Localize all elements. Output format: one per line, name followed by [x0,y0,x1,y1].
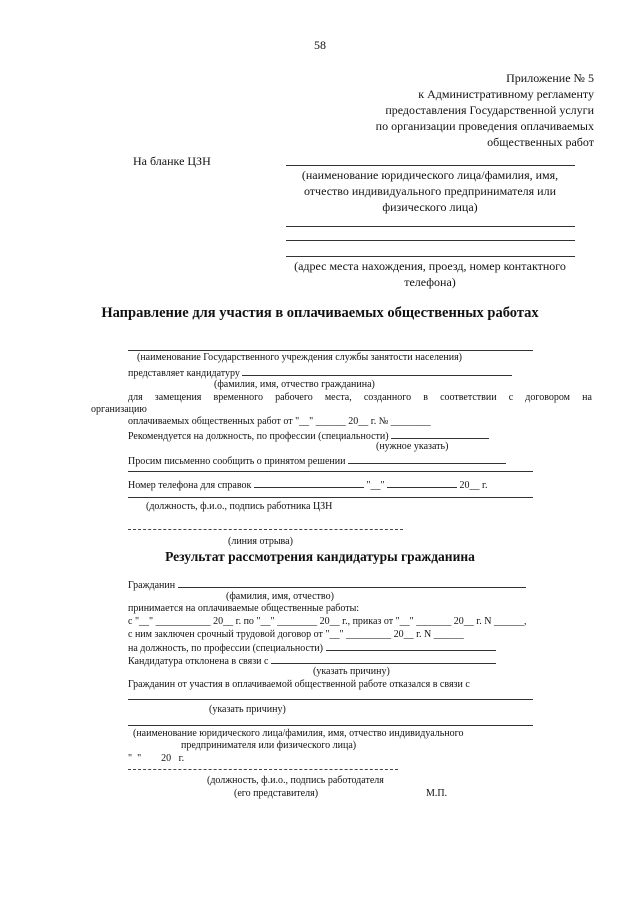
purpose-word: на [582,392,592,403]
recipient-caption-1: (наименование юридического лица/фамилия, имя, [301,168,559,182]
phone-field [254,478,364,488]
purpose-word: замещения [154,392,202,403]
phone-line [128,478,488,492]
purpose-word: договором [525,392,570,403]
recipient-name-line [286,165,575,166]
decision-field [348,454,506,464]
needed-caption: (нужное указать) [376,441,449,452]
employer-caption-1: (наименование юридического лица/фамилия, имя, отчество индивидуального [133,728,464,739]
result-date-line: " " 20 г. [128,753,185,764]
reason-caption-2: (указать причину) [209,704,286,715]
employer-line [128,725,533,726]
position-field [391,429,489,439]
employer-sign-caption-2: (его представителя) [234,788,319,799]
bottom-dashed-line [128,769,398,770]
purpose-word: рабочего [275,392,313,403]
annex-line-4: по организации проведения оплачиваемых [375,119,594,133]
purpose-word: соответствии [440,392,497,403]
phone-quote: "__" [366,480,385,491]
presents-label [128,366,512,380]
address-line-1 [286,226,575,227]
fio-caption: (фамилия, имя, отчество гражданина) [214,379,375,390]
letterhead-label: На бланке ЦЗН [133,154,211,168]
accepted-line: принимается на оплачиваемые общественные работы: [128,603,360,614]
signature-caption: (должность, ф.и.о., подпись работника ЦЗН [146,501,333,512]
result-title: Результат рассмотрения кандидатуры гражданина [165,549,475,564]
result-position-line [128,641,496,655]
employer-caption-2: предпринимателя или физического лица) [181,740,357,751]
purpose-word: для [128,392,143,403]
annex-line-5: общественных работ [487,135,594,149]
refused-line: Гражданин от участия в оплачиваемой общественной работе отказался в связи с [128,679,470,690]
presents-text: представляет кандидатуру [128,368,240,379]
purpose-word: с [508,392,514,403]
annex-line-3: предоставления Государственной услуги [385,103,594,117]
purpose-word: места, [324,392,352,403]
rejected-field [271,654,496,664]
citizen-field [178,578,526,588]
address-line-2 [286,240,575,241]
stamp-label: М.П. [426,788,448,799]
recipient-caption-3: физического лица) [382,200,478,214]
blank-line [128,471,533,472]
citizen-line [128,578,526,592]
purpose-word: временного [213,392,263,403]
page-number: 58 [314,38,326,52]
phone-month-field [387,478,457,488]
rejected-line [128,654,496,668]
phone-year: 20__ г. [459,480,488,491]
result-contract-line: с ним заключен срочный трудовой договор от "__" _________ 20__ г. N ______ [128,629,464,640]
tear-line [128,529,403,530]
reason-caption: (указать причину) [313,666,390,677]
purpose-word: созданного [363,392,412,403]
address-caption-1: (адрес места нахождения, проезд, номер контактного [294,259,566,273]
org-name-line [128,350,533,351]
phone-text: Номер телефона для справок [128,480,252,491]
purpose-word: в [423,392,428,403]
address-caption-2: телефона) [404,275,456,289]
annex-line-1: Приложение № 5 [506,71,594,85]
period-line: с "__" ___________ 20__ г. по "__" ________ 20__ г., приказ от "__" _______ 20__ г. N ______, [128,616,527,627]
recommended-text: Рекомендуется на должность, по профессии (специальности) [128,431,389,442]
contract-line: оплачиваемых общественных работ от "__" ______ 20__ г. № ________ [128,416,431,427]
document-title: Направление для участия в оплачиваемых общественных работах [101,305,539,321]
purpose-line-2: организацию [91,404,147,415]
refused-reason-line [128,699,533,700]
please-inform-text: Просим письменно сообщить о принятом решении [128,456,346,467]
org-caption: (наименование Государственного учреждения службы занятости населения) [137,352,463,363]
result-position-text: на должность, по профессии (специальности) [128,643,323,654]
result-position-field [326,641,496,651]
address-line-3 [286,256,575,257]
tear-line-caption: (линия отрыва) [228,536,293,547]
please-inform-line [128,454,506,468]
recipient-caption-2: отчество индивидуального предпринимателя или [303,184,557,198]
signature-line [128,497,533,498]
employer-sign-caption-1: (должность, ф.и.о., подпись работодателя [207,775,384,786]
citizen-fio-caption: (фамилия, имя, отчество) [226,591,334,602]
purpose-line-1 [128,392,592,404]
rejected-text: Кандидатура отклонена в связи с [128,656,269,667]
citizen-text: Гражданин [128,580,176,591]
candidate-field [242,366,512,376]
annex-line-2: к Административному регламенту [418,87,594,101]
